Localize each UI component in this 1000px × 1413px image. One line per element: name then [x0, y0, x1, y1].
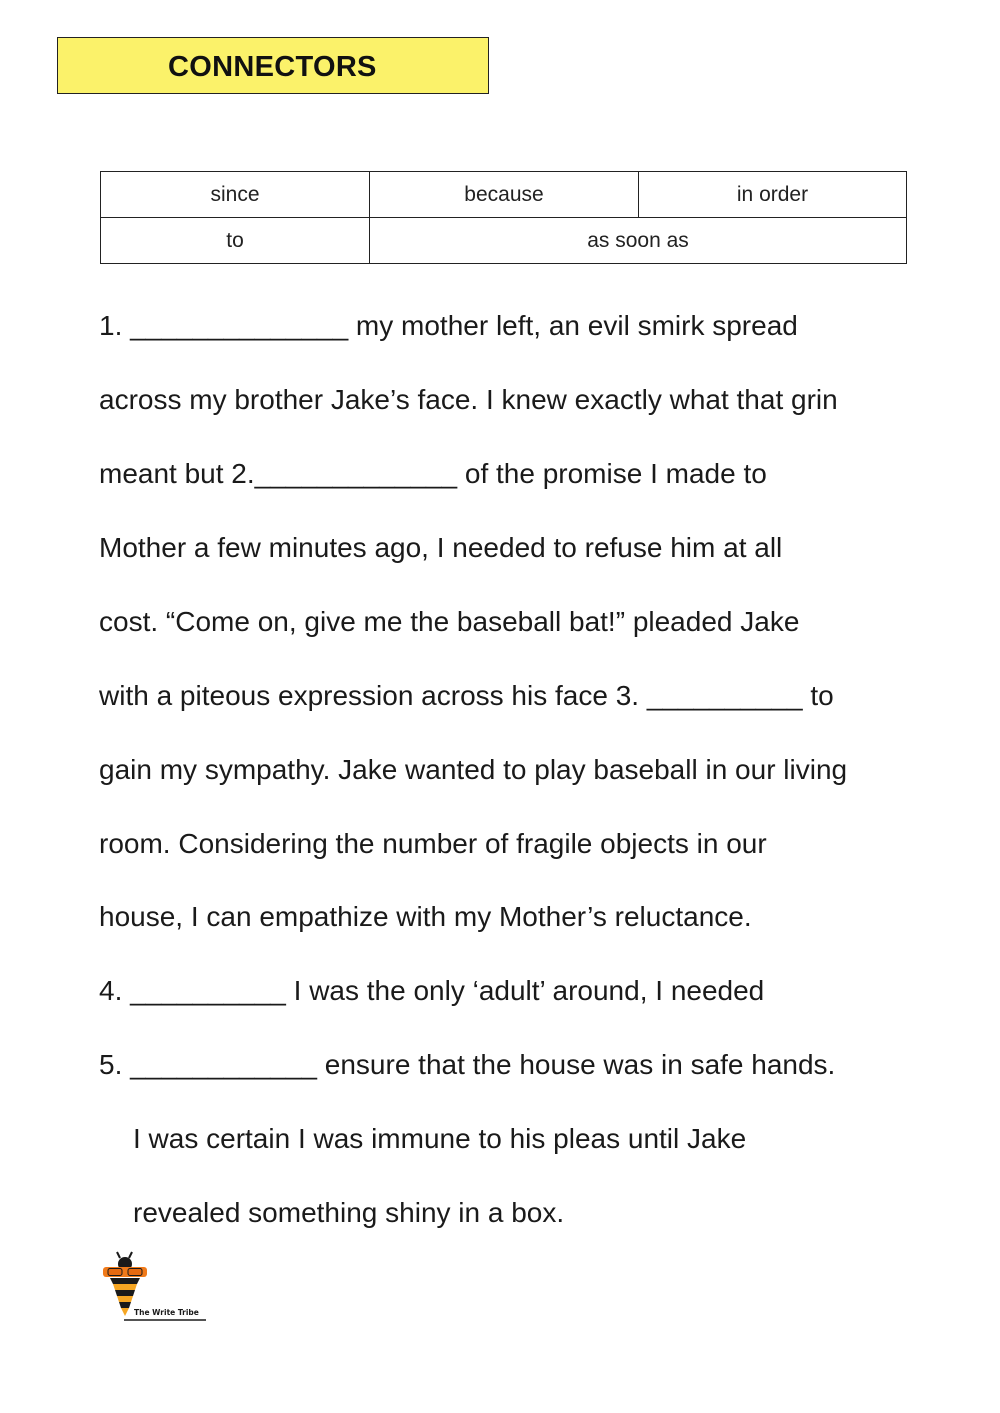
table-row	[101, 218, 907, 264]
title-box	[57, 37, 489, 94]
word-cell-in-order: in order	[639, 172, 907, 218]
word-cell-to: to	[101, 218, 370, 264]
passage-line-4: Mother a few minutes ago, I needed to refuse him at all	[99, 532, 783, 563]
passage-line-7: gain my sympathy. Jake wanted to play baseball in our living	[99, 754, 848, 785]
bee-icon	[100, 1250, 210, 1330]
passage-line-3: meant but 2._____________ of the promise I made to	[99, 458, 767, 489]
passage-line-11: 5. ____________ ensure that the house was in safe hands.	[99, 1049, 836, 1080]
word-cell-as-soon-as: as soon as	[370, 218, 907, 264]
table-row	[101, 172, 907, 218]
word-bank-table	[100, 171, 907, 264]
logo-text: The Write Tribe	[134, 1308, 199, 1317]
passage-line-12: I was certain I was immune to his pleas until Jake	[133, 1123, 747, 1154]
passage-line-5: cost. “Come on, give me the baseball bat!” pleaded Jake	[99, 606, 800, 637]
passage-line-10: 4. __________ I was the only ‘adult’ around, I needed	[99, 975, 765, 1006]
word-cell-because: because	[370, 172, 639, 218]
passage-line-13: revealed something shiny in a box.	[133, 1197, 565, 1228]
page-title: CONNECTORS	[168, 51, 377, 83]
passage-line-2: across my brother Jake’s face. I knew exactly what that grin	[99, 384, 838, 415]
write-tribe-logo	[100, 1250, 210, 1330]
word-cell-since: since	[101, 172, 370, 218]
passage-line-1: 1. ______________ my mother left, an evil smirk spread	[99, 310, 798, 341]
passage-line-6: with a piteous expression across his face 3. __________ to	[99, 680, 834, 711]
passage-line-9: house, I can empathize with my Mother’s reluctance.	[99, 901, 752, 932]
passage-line-8: room. Considering the number of fragile objects in our	[99, 828, 767, 859]
